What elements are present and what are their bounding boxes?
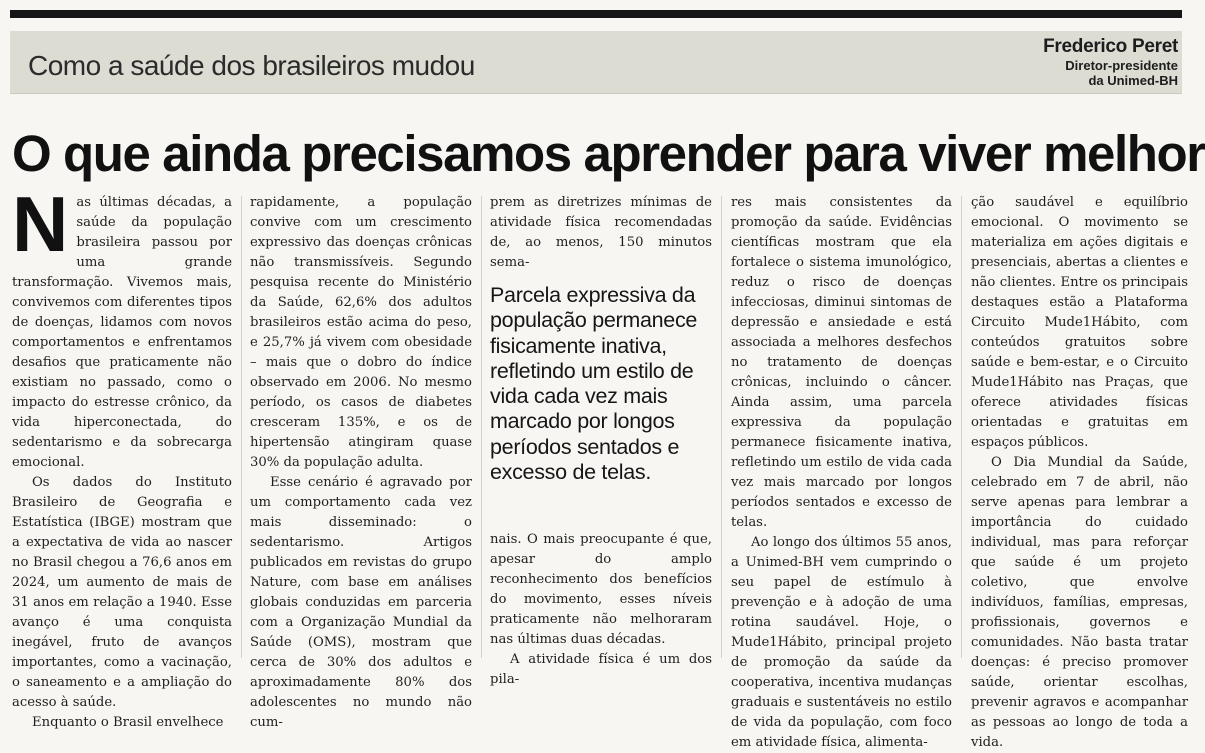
- article-column-3-top: [490, 193, 712, 270]
- paragraph: Os dados do Instituto Brasileiro de Geografia e Estatística (IBGE) mostram que a expectativa de vida ao nascer no Brasil chegou a 76,6 anos em 2024, um aumento de mais de 31 anos em relação a 1940. Esse avanço é uma conquista inegável, fruto de avanços importantes, como a vacinação, o saneamento e a ampliação do acesso à saúde.: [12, 475, 232, 710]
- paragraph: Esse cenário é agravado por um comportamento cada vez mais disseminado: o sedentarismo. Artigos publicados em revistas do grupo Nature, com base em análises globais conduzidas em parceria com a Organização Mundial da Saúde (OMS), mostram que cerca de 30% dos adultos e aproximadamente 80% dos adolescentes no mundo não cum-: [250, 475, 472, 730]
- column-divider: [961, 196, 962, 658]
- paragraph: rapidamente, a população convive com um crescimento expressivo das doenças crônicas não transmissíveis. Segundo pesquisa recente do Ministério da Saúde, 62,6% dos adultos brasileiros estão acima do peso, e 25,7% já vivem com obesidade – mais que o dobro do índice observado em 2006. No mesmo período, os casos de diabetes cresceram 135%, e os de hipertensão atingiram quase 30% da população adulta.: [250, 195, 472, 470]
- drop-cap: N: [12, 180, 69, 268]
- paragraph: as últimas décadas, a saúde da população brasileira passou por uma grande transformação. Vivemos mais, convivemos com diferentes tipos de doenças, lidamos com novos comportamentos e enfrentamos desafios que praticamente não existiam no passado, como o impacto do estresse crônico, da vida hiperconectada, do sedentarismo e da sobrecarga emocional.: [12, 195, 232, 470]
- paragraph: O Dia Mundial da Saúde, celebrado em 7 de abril, não serve apenas para lembrar a importância do cuidado individual, mas para reforçar que saúde é um projeto coletivo, que envolve indivíduos, famílias, empresas, profissionais, governos e comunidades. Não basta tratar doenças: é preciso promover saúde, orientar escolhas, prevenir agravos e acompanhar as pessoas ao longo de toda a vida.: [971, 455, 1188, 750]
- pull-quote: Parcela expressiva da população permanece fisicamente inativa, refletindo um estilo de vida cada vez mais marcado por longos períodos sentados e excesso de telas.: [490, 283, 698, 485]
- paragraph: Ao longo dos últimos 55 anos, a Unimed-BH vem cumprindo o seu papel de estímulo à prevenção e à adoção de uma rotina saudável. Hoje, o Mude1Hábito, principal projeto de promoção da saúde da cooperativa, incentiva mudanças graduais e sustentáveis no estilo de vida da população, com foco em atividade física, alimenta-: [731, 535, 952, 750]
- paragraph: nais. O mais preocupante é que, apesar do amplo reconhecimento dos benefícios do movimento, esses níveis praticamente não melhoraram nas últimas duas décadas.: [490, 532, 712, 647]
- author-role-line-1: Diretor-presidente: [1065, 58, 1178, 73]
- column-divider: [481, 196, 482, 658]
- paragraph: ção saudável e equilíbrio emocional. O movimento se materializa em ações digitais e presenciais, abertas a clientes e não clientes. Entre os principais destaques estão a Plataforma Circuito Mude1Hábito, com conteúdos gratuitos sobre saúde e bem-estar, e o Circuito Mude1Hábito nas Praças, que oferece atividades físicas orientadas e gratuitas em espaços públicos.: [971, 195, 1188, 450]
- article-column-1: [12, 180, 232, 730]
- article-headline: O que ainda precisamos aprender para viver melhor: [12, 125, 1205, 182]
- paragraph: Enquanto o Brasil envelhece: [32, 715, 224, 730]
- column-divider: [241, 196, 242, 658]
- article-column-5: [971, 193, 1188, 750]
- paragraph: A atividade física é um dos pila-: [490, 652, 712, 687]
- paragraph: prem as diretrizes mínimas de atividade física recomendadas de, ao menos, 150 minutos sema-: [490, 195, 712, 270]
- paragraph: res mais consistentes da promoção da saúde. Evidências científicas mostram que ela fortalece o sistema imunológico, reduz o risco de doenças infecciosas, diminui sintomas de depressão e ansiedade e está associada a melhores desfechos no tratamento de doenças crônicas, incluindo o câncer. Ainda assim, uma parcela expressiva da população permanece fisicamente inativa, refletindo um estilo de vida cada vez mais marcado por longos períodos sentados e excesso de telas.: [731, 195, 952, 530]
- article-column-2: [250, 193, 472, 730]
- top-rule: [10, 10, 1182, 18]
- author-byline: [1043, 36, 1178, 88]
- section-title: Como a saúde dos brasileiros mudou: [28, 50, 475, 81]
- article-column-4: [731, 193, 952, 750]
- author-name: Frederico Peret: [1043, 36, 1178, 57]
- author-role-line-2: da Unimed-BH: [1088, 73, 1178, 88]
- article-column-3-bottom: [490, 530, 712, 687]
- column-divider: [721, 196, 722, 658]
